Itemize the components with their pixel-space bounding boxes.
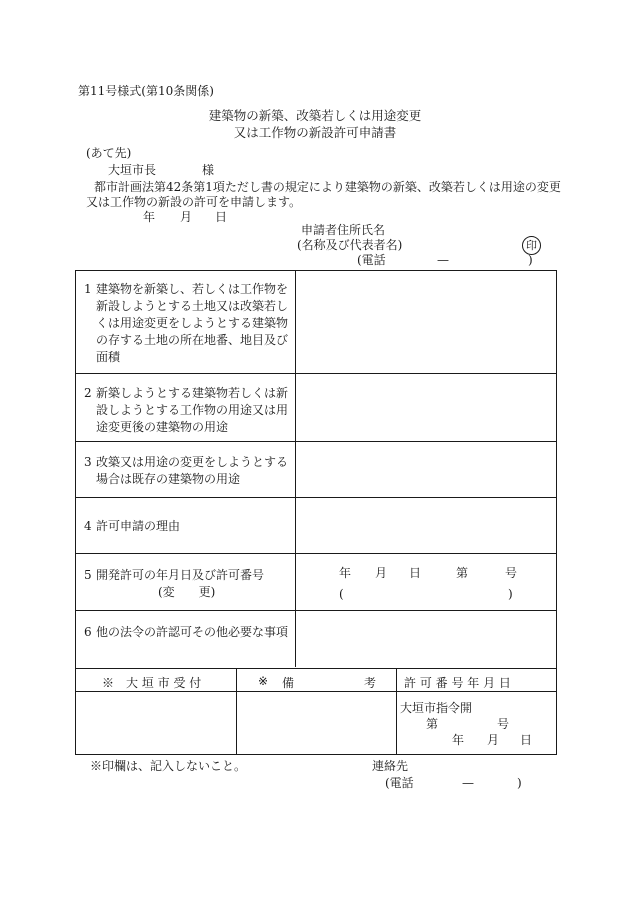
- addressee-mayor: 大垣市長: [108, 163, 157, 177]
- row-line: [75, 497, 556, 498]
- permit-month: 月: [487, 733, 500, 747]
- row-2-number: 2: [84, 386, 92, 400]
- applicant-phone-prefix: (電話: [357, 253, 386, 267]
- permit-dai: 第: [426, 717, 439, 731]
- receipt-header: ※ 大 垣 市 受 付: [102, 676, 202, 690]
- row-6-label: 他の法令の許認可その他必要な事項: [96, 625, 289, 639]
- row-line: [75, 553, 556, 554]
- body-text-line-1: 都市計画法第42条第1項ただし書の規定により建築物の新築、改築若しくは用途の変更: [94, 180, 561, 194]
- row-5-year: 年: [339, 566, 352, 580]
- remarks-header-2: 考: [364, 676, 377, 690]
- row-line: [75, 610, 556, 611]
- row-1-label: 建築物を新築し、若しくは工作物を新設しようとする土地又は改築若しくは用途変更をしようとする建築物の存する土地の所在地番、地目及び面積: [96, 282, 289, 364]
- row-line: [75, 373, 556, 374]
- row-6-number: 6: [84, 625, 92, 639]
- form-title-line-2: 又は工作物の新設許可申請書: [233, 125, 397, 140]
- row-3-label: 改築又は用途の変更をしようとする場合は既存の建築物の用途: [96, 455, 289, 486]
- office-use-divider: [396, 668, 397, 754]
- body-text-line-2: 又は工作物の新設の許可を申請します。: [86, 195, 302, 209]
- row-1-number: 1: [84, 282, 92, 296]
- applicant-address-name: 申請者住所氏名: [301, 223, 386, 237]
- row-3-number: 3: [84, 455, 92, 469]
- remarks-header-mark: ※: [258, 674, 269, 688]
- row-line: [75, 441, 556, 442]
- permit-header: 許 可 番 号 年 月 日: [404, 676, 511, 690]
- row-4-label: 許可申請の理由: [96, 519, 181, 533]
- addressee-prefix: (あて先): [86, 146, 132, 160]
- footer-note: ※印欄は、記入しないこと。: [90, 759, 247, 773]
- date-day-label: 日: [215, 210, 228, 224]
- applicant-representative: (名称及び代表者名): [297, 238, 403, 252]
- permit-year: 年: [452, 733, 465, 747]
- date-year-label: 年: [143, 210, 156, 224]
- row-5-number: 5: [84, 568, 92, 582]
- contact-label: 連絡先: [372, 759, 409, 773]
- main-table-divider: [295, 270, 296, 667]
- row-2-label: 新築しようとする建築物若しくは新設しようとする工作物の用途又は用途変更後の建築物の用途: [96, 386, 289, 434]
- form-title-line-1: 建築物の新築、改築若しくは用途変更: [208, 108, 422, 123]
- row-5-go: 号: [505, 566, 518, 580]
- office-use-header-rule: [75, 691, 556, 692]
- remarks-header-1: 備: [282, 676, 295, 690]
- office-use-divider: [236, 668, 237, 754]
- row-5-month: 月: [375, 566, 388, 580]
- row-5-day: 日: [409, 566, 422, 580]
- row-5-dai: 第: [456, 566, 469, 580]
- row-5-sublabel: (変 更): [158, 585, 216, 599]
- row-5-paren-close: ): [508, 587, 513, 601]
- permit-day: 日: [520, 733, 533, 747]
- applicant-phone-dash: —: [437, 253, 449, 267]
- row-4-number: 4: [84, 519, 92, 533]
- applicant-phone-close: ): [528, 253, 533, 267]
- seal-mark: 印: [522, 236, 541, 255]
- contact-phone-dash: —: [462, 776, 474, 790]
- date-month-label: 月: [180, 210, 193, 224]
- row-5-label: 開発許可の年月日及び許可番号: [96, 568, 265, 582]
- addressee-honorific: 様: [202, 163, 215, 177]
- row-5-paren-open: (: [339, 587, 344, 601]
- contact-phone-close: ): [517, 776, 522, 790]
- permit-go: 号: [497, 717, 510, 731]
- contact-phone-prefix: (電話: [385, 776, 414, 790]
- form-number-label: 第11号様式(第10条関係): [78, 84, 214, 98]
- permit-office-label: 大垣市指令開: [400, 701, 473, 715]
